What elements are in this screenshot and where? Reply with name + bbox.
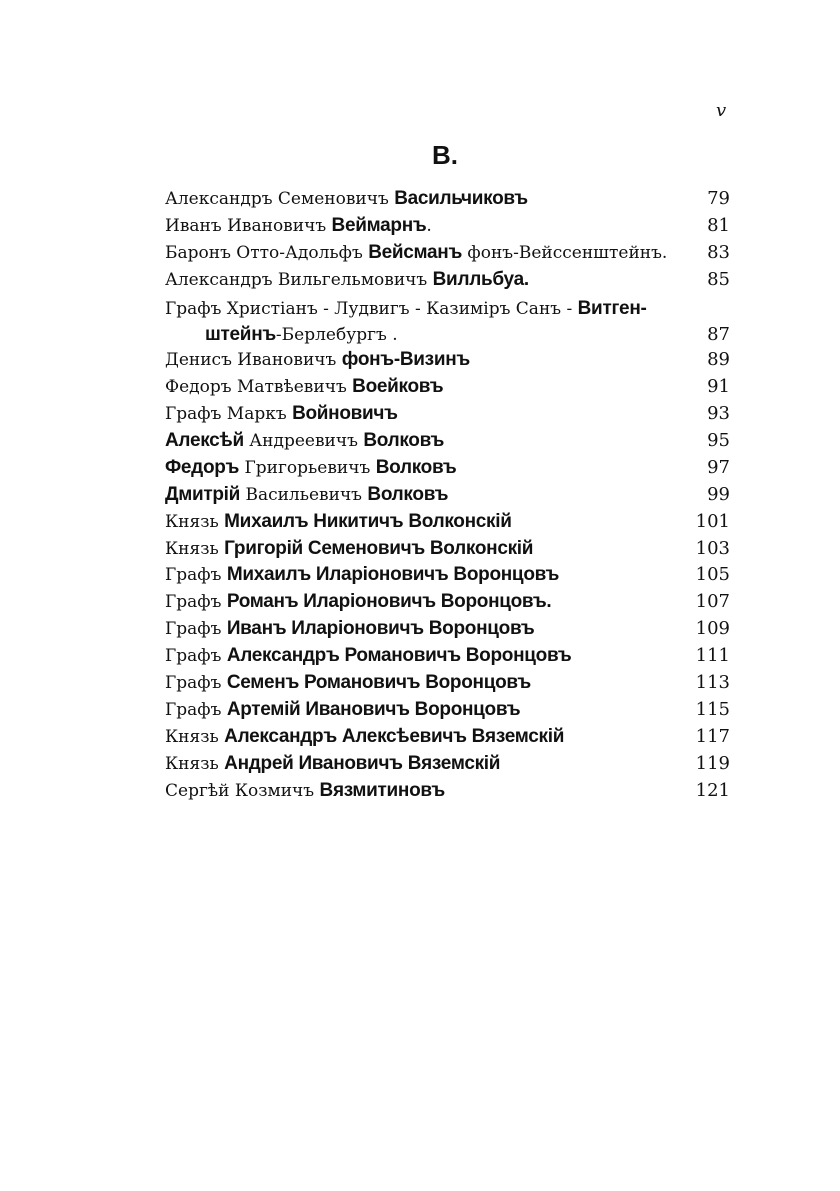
name-plain-part: Графъ [165, 646, 227, 667]
toc-page-number: 85 [707, 268, 730, 290]
toc-entry[interactable] [165, 511, 730, 538]
name-bold-part: Вейсманъ [368, 241, 463, 263]
name-bold-part: Вилльбуа. [432, 268, 529, 290]
name-bold-part: Васильчиковъ [394, 188, 528, 209]
toc-page-number: 101 [695, 510, 730, 532]
toc-entry[interactable] [165, 269, 730, 296]
name-plain-part: Денисъ Ивановичъ [165, 350, 342, 371]
toc-entry-name [165, 430, 680, 452]
toc-entry[interactable] [165, 672, 730, 699]
toc-page-number: 99 [707, 483, 730, 505]
toc-entry-name [165, 349, 680, 371]
toc-page-number: 107 [695, 591, 730, 613]
name-plain-part: фонъ-Вейссенштейнъ. [462, 242, 668, 263]
toc-page-number: 105 [695, 564, 730, 586]
toc-entry[interactable] [165, 726, 730, 753]
name-plain-part: . [426, 215, 432, 236]
name-bold-part: Веймарнъ [331, 214, 427, 236]
toc-entry[interactable] [165, 242, 730, 269]
name-plain-part: Князь [165, 538, 225, 559]
toc-entry[interactable] [165, 591, 730, 618]
toc-entry[interactable] [165, 618, 730, 645]
toc-entry-name [165, 538, 680, 560]
toc-entry-name [165, 403, 680, 425]
toc-entry[interactable] [165, 188, 730, 215]
name-plain-part: Князь [165, 511, 225, 532]
toc-entry-name [165, 564, 680, 586]
name-bold-part: Артемій Ивановичъ Воронцовъ [226, 698, 521, 720]
name-plain-part: Александръ Семеновичъ [165, 189, 395, 209]
name-bold-part: Волковъ [363, 430, 445, 452]
toc-entry-name [165, 269, 680, 291]
toc-page-number: 109 [695, 618, 730, 640]
toc-entry-name [165, 645, 680, 667]
table-of-contents [165, 188, 730, 807]
toc-entry-name [165, 215, 680, 237]
toc-page-number: 95 [707, 430, 730, 452]
toc-entry[interactable] [165, 376, 730, 403]
name-bold-part: Александръ Алексѣевичъ Вяземскій [224, 725, 565, 747]
toc-page-number: 93 [707, 403, 730, 425]
name-bold-part: Семенъ Романовичъ Воронцовъ [226, 672, 531, 694]
name-plain-part: Васильевичъ [240, 484, 368, 505]
name-plain-part: Федоръ Матвѣевичъ [165, 377, 353, 398]
toc-entry-name [165, 591, 680, 613]
toc-entry[interactable] [165, 457, 730, 484]
section-heading: В. [432, 140, 458, 170]
name-plain-part: Графъ [165, 565, 227, 586]
toc-page-number: 117 [695, 725, 730, 747]
toc-entry-name [165, 188, 680, 210]
toc-entry[interactable] [165, 430, 730, 457]
name-bold-part: Федоръ [165, 456, 240, 478]
toc-page-number: 111 [695, 645, 730, 667]
toc-entry[interactable] [165, 215, 730, 242]
toc-entry-name [165, 699, 680, 721]
toc-entry-name [165, 242, 680, 264]
name-bold-part: Дмитрій [165, 483, 241, 505]
name-bold-part: Витген- [577, 297, 647, 319]
toc-entry-name [165, 618, 680, 640]
toc-page-number: 115 [695, 698, 730, 720]
name-bold-part: Алексѣй [165, 430, 244, 452]
name-bold-part: Андрей Ивановичъ Вяземскій [224, 752, 501, 774]
name-bold-part: Романъ Иларіоновичъ Воронцовъ. [226, 591, 552, 613]
toc-page-number: 79 [707, 188, 730, 209]
toc-entry[interactable] [165, 564, 730, 591]
name-bold-part: Иванъ Иларіоновичъ Воронцовъ [226, 618, 535, 640]
toc-entry[interactable] [165, 349, 730, 376]
name-plain-part: Графъ [165, 619, 227, 640]
name-bold-part: фонъ-Визинъ [341, 349, 470, 371]
name-plain-part: Графъ Маркъ [165, 404, 293, 425]
toc-entry[interactable] [165, 403, 730, 430]
toc-entry-name [165, 376, 680, 398]
name-plain-part: Князь [165, 753, 225, 774]
toc-entry[interactable] [165, 780, 730, 807]
toc-entry-name [165, 296, 680, 350]
toc-entry[interactable] [165, 538, 730, 565]
toc-entry-name [165, 780, 680, 802]
name-plain-part: Графъ [165, 673, 227, 694]
toc-page-number: 119 [695, 752, 730, 774]
name-bold-part: Михаилъ Иларіоновичъ Воронцовъ [226, 564, 560, 586]
toc-entry[interactable] [165, 645, 730, 672]
toc-page-number: 83 [707, 241, 730, 263]
toc-page-number: 97 [707, 456, 730, 478]
toc-entry-name [165, 753, 680, 775]
name-plain-part: Баронъ Отто-Адольфъ [165, 242, 369, 263]
name-plain-part: Сергѣй Козмичъ [165, 780, 320, 801]
toc-page-number: 89 [707, 349, 730, 371]
toc-page-number: 103 [695, 537, 730, 559]
name-plain-part: Александръ Вильгельмовичъ [165, 269, 433, 290]
page-number: v [716, 100, 727, 121]
name-bold-part: Войновичъ [292, 403, 398, 425]
name-plain-part: Графъ [165, 592, 227, 613]
name-plain-part: Графъ [165, 699, 227, 720]
name-bold-part: Александръ Романовичъ Воронцовъ [226, 645, 572, 667]
toc-page-number: 87 [707, 324, 730, 346]
toc-page-number: 113 [695, 672, 730, 694]
name-bold-part: Михаилъ Никитичъ Волконскій [224, 510, 512, 532]
name-plain-part: Графъ Христіанъ - Лудвигъ - Казиміръ Санъ - [165, 298, 578, 319]
toc-entry-name [165, 672, 680, 694]
toc-entry-name [165, 484, 680, 506]
toc-entry[interactable] [165, 484, 730, 511]
name-bold-part: Вязмитиновъ [319, 779, 445, 801]
toc-entry[interactable] [165, 296, 730, 350]
name-bold-part: Волковъ [375, 456, 457, 478]
name-plain-part: Иванъ Ивановичъ [165, 215, 332, 236]
name-plain-part: Князь [165, 726, 225, 747]
name-plain-part: Григорьевичъ [239, 457, 376, 478]
name-plain-part: -Берлебургъ . [275, 325, 398, 346]
name-bold-part: штейнъ [205, 324, 276, 346]
toc-entry[interactable] [165, 699, 730, 726]
name-bold-part: Воейковъ [352, 376, 444, 398]
name-bold-part: Григорій Семеновичъ Волконскій [224, 537, 534, 559]
toc-page-number: 121 [695, 779, 730, 801]
toc-entry[interactable] [165, 753, 730, 780]
name-plain-part: Андреевичъ [243, 431, 364, 452]
name-bold-part: Волковъ [367, 483, 449, 505]
toc-entry-name [165, 457, 680, 479]
toc-page-number: 91 [707, 376, 730, 398]
toc-page-number: 81 [707, 214, 730, 236]
toc-entry-name [165, 511, 680, 533]
toc-entry-name [165, 726, 680, 748]
